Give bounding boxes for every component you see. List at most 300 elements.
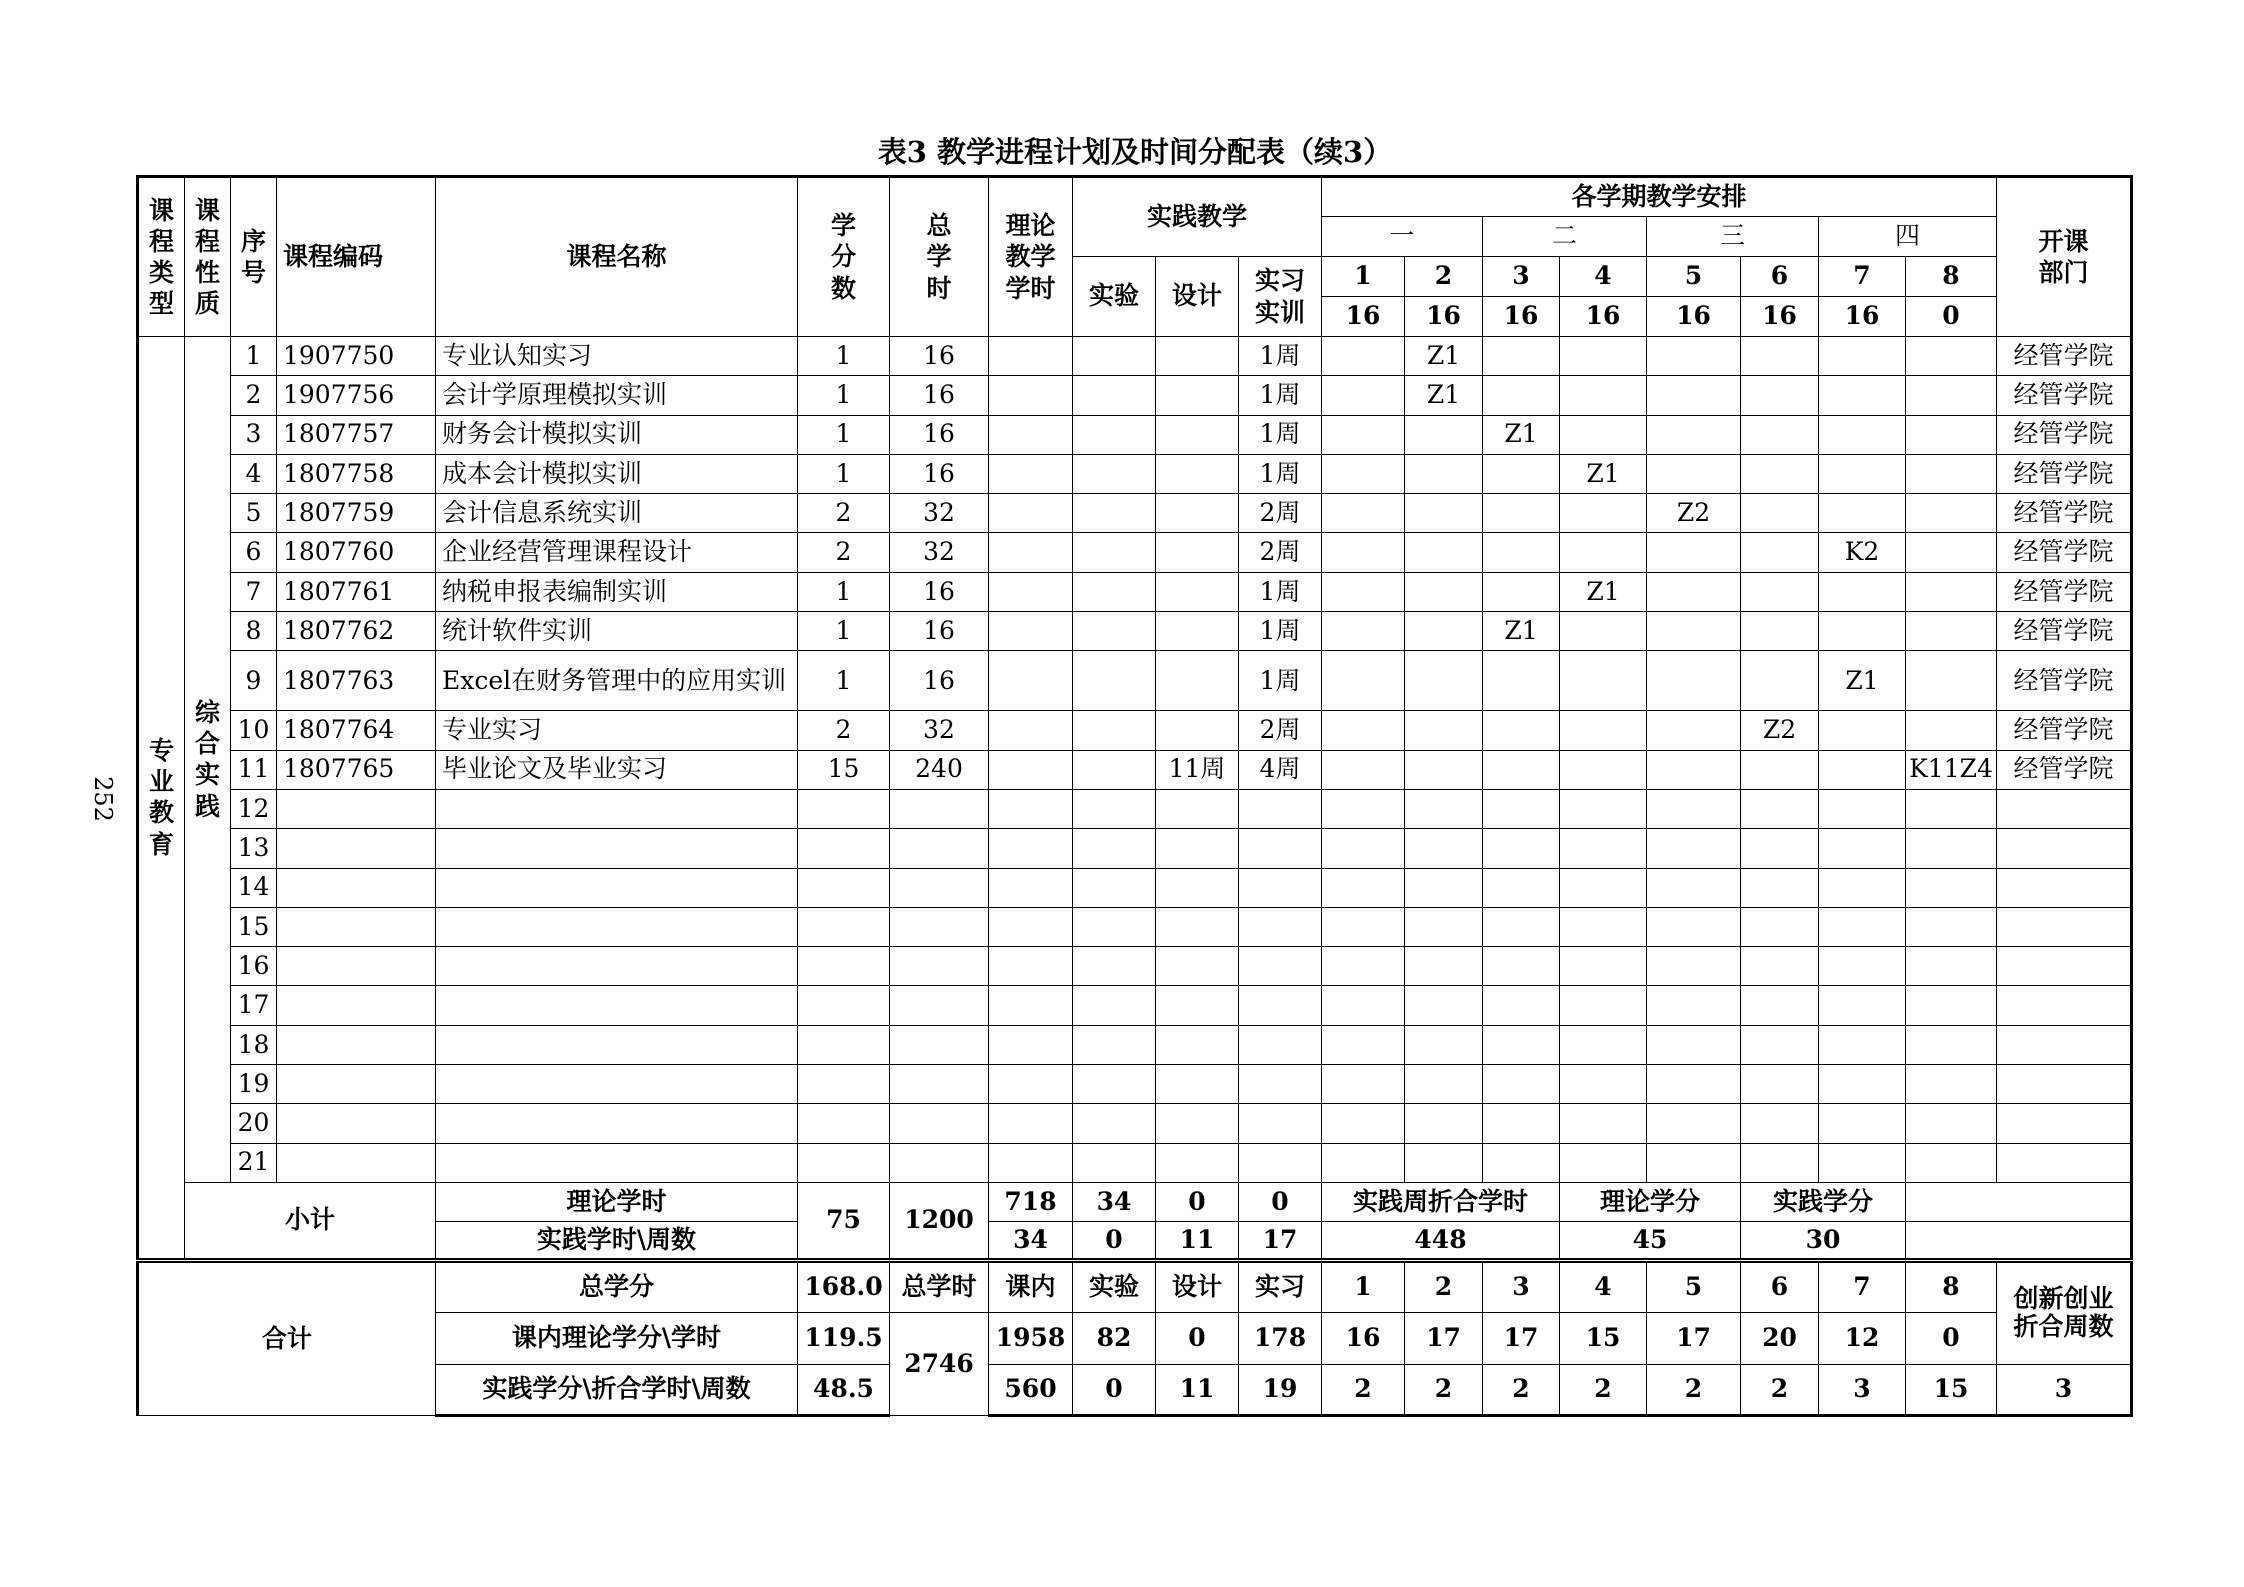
semester-cell xyxy=(1647,711,1741,750)
theory-cell xyxy=(989,1065,1073,1104)
table-cell: 34 xyxy=(1073,1182,1156,1221)
header-total-hours: 总 学 时 xyxy=(890,177,989,337)
table-cell: 0 xyxy=(1156,1312,1239,1364)
table-cell: 实验 xyxy=(1073,1260,1156,1312)
intern-cell: 1周 xyxy=(1239,337,1322,376)
table-cell: 19 xyxy=(1239,1364,1322,1415)
total-cell: 16 xyxy=(890,337,989,376)
semester-cell xyxy=(1906,1065,1997,1104)
semester-cell xyxy=(1405,750,1483,789)
table-cell: 8 xyxy=(1906,1260,1997,1312)
design-cell xyxy=(1156,415,1239,454)
semester-cell xyxy=(1741,1104,1819,1143)
semester-cell xyxy=(1483,494,1560,533)
semester-cell xyxy=(1405,829,1483,868)
table-row xyxy=(138,415,2132,454)
header-year: 三 xyxy=(1647,217,1819,257)
credits-cell: 15 xyxy=(798,750,890,789)
total-cell: 16 xyxy=(890,415,989,454)
intern-cell xyxy=(1239,986,1322,1025)
design-cell xyxy=(1156,572,1239,611)
semester-cell xyxy=(1906,651,1997,711)
semester-cell xyxy=(1405,1065,1483,1104)
table-row xyxy=(138,1065,2132,1104)
table-cell: 实习 xyxy=(1239,1260,1322,1312)
practice-week-value: 448 xyxy=(1322,1221,1560,1260)
theory-cell xyxy=(989,415,1073,454)
table-row xyxy=(138,1025,2132,1064)
intern-cell xyxy=(1239,789,1322,828)
header-course-nature: 课 程 性 质 xyxy=(185,177,231,337)
table-cell: 0 xyxy=(1239,1182,1322,1221)
course-type: 专 业 教 育 xyxy=(138,337,185,1261)
theory-cell xyxy=(989,750,1073,789)
semester-cell xyxy=(1906,1025,1997,1064)
semester-cell xyxy=(1560,711,1647,750)
dept-cell xyxy=(1997,907,2132,946)
table-cell: 178 xyxy=(1239,1312,1322,1364)
header-internship: 实习 实训 xyxy=(1239,257,1322,337)
code-cell xyxy=(277,907,436,946)
code-cell: 1807761 xyxy=(277,572,436,611)
header-experiment: 实验 xyxy=(1073,257,1156,337)
semester-cell xyxy=(1647,829,1741,868)
semester-cell xyxy=(1322,829,1405,868)
name-cell xyxy=(436,868,798,907)
semester-cell xyxy=(1405,1104,1483,1143)
semester-cell xyxy=(1906,494,1997,533)
semester-cell xyxy=(1560,337,1647,376)
design-cell xyxy=(1156,829,1239,868)
intern-cell xyxy=(1239,1065,1322,1104)
subtotal-total: 1200 xyxy=(890,1182,989,1260)
semester-cell xyxy=(1741,415,1819,454)
semester-cell xyxy=(1647,533,1741,572)
name-cell xyxy=(436,1143,798,1182)
credits-cell xyxy=(798,868,890,907)
design-cell xyxy=(1156,868,1239,907)
code-cell xyxy=(277,868,436,907)
table-cell: 34 xyxy=(989,1221,1073,1260)
semester-cell xyxy=(1322,1104,1405,1143)
practice-week-label: 实践周折合学时 xyxy=(1322,1182,1560,1221)
design-cell xyxy=(1156,789,1239,828)
practice-credit-label: 实践学分 xyxy=(1741,1182,1906,1221)
semester-cell xyxy=(1483,986,1560,1025)
table-cell: 0 xyxy=(1906,1312,1997,1364)
name-cell: Excel在财务管理中的应用实训 xyxy=(436,651,798,711)
semester-cell: K2 xyxy=(1819,533,1906,572)
total-theory-label: 课内理论学分\学时 xyxy=(436,1312,798,1364)
dept-cell: 经管学院 xyxy=(1997,337,2132,376)
table-row xyxy=(138,1260,2132,1312)
semester-cell xyxy=(1560,1065,1647,1104)
total-hours-label: 总学时 xyxy=(890,1260,989,1312)
table-row xyxy=(138,376,2132,415)
semester-cell xyxy=(1741,829,1819,868)
semester-cell xyxy=(1483,789,1560,828)
semester-cell xyxy=(1819,947,1906,986)
credits-cell: 1 xyxy=(798,454,890,493)
semester-cell xyxy=(1647,415,1741,454)
code-cell xyxy=(277,1143,436,1182)
seq-cell: 21 xyxy=(231,1143,277,1182)
seq-cell: 16 xyxy=(231,947,277,986)
theory-cell xyxy=(989,986,1073,1025)
semester-cell xyxy=(1906,612,1997,651)
semester-cell xyxy=(1647,454,1741,493)
semester-cell xyxy=(1741,789,1819,828)
intern-cell xyxy=(1239,1104,1322,1143)
semester-cell xyxy=(1819,1065,1906,1104)
theory-cell xyxy=(989,829,1073,868)
table-cell: 1958 xyxy=(989,1312,1073,1364)
semester-cell: K11Z4 xyxy=(1906,750,1997,789)
page-number: 252 xyxy=(88,776,117,822)
semester-cell xyxy=(1741,1143,1819,1182)
semester-cell xyxy=(1819,1025,1906,1064)
theory-cell xyxy=(989,533,1073,572)
seq-cell: 10 xyxy=(231,711,277,750)
semester-cell xyxy=(1741,533,1819,572)
table-row xyxy=(138,947,2132,986)
design-cell xyxy=(1156,1065,1239,1104)
header-code: 课程编码 xyxy=(277,177,436,337)
table-row xyxy=(138,1364,2132,1415)
exp-cell xyxy=(1073,651,1156,711)
semester-cell xyxy=(1741,454,1819,493)
theory-cell xyxy=(989,1025,1073,1064)
semester-cell xyxy=(1741,750,1819,789)
empty-cell xyxy=(1906,1221,2132,1260)
subtotal-practice-label: 实践学时\周数 xyxy=(436,1221,798,1260)
semester-cell xyxy=(1405,1025,1483,1064)
name-cell: 成本会计模拟实训 xyxy=(436,454,798,493)
name-cell xyxy=(436,947,798,986)
header-design: 设计 xyxy=(1156,257,1239,337)
design-cell xyxy=(1156,337,1239,376)
subtotal-credits: 75 xyxy=(798,1182,890,1260)
semester-cell xyxy=(1560,829,1647,868)
exp-cell xyxy=(1073,494,1156,533)
semester-cell xyxy=(1819,376,1906,415)
seq-cell: 17 xyxy=(231,986,277,1025)
name-cell: 企业经营管理课程设计 xyxy=(436,533,798,572)
semester-cell xyxy=(1405,947,1483,986)
seq-cell: 1 xyxy=(231,337,277,376)
semester-cell xyxy=(1906,415,1997,454)
semester-cell xyxy=(1560,750,1647,789)
dept-cell xyxy=(1997,947,2132,986)
exp-cell xyxy=(1073,1104,1156,1143)
header-year: 二 xyxy=(1483,217,1647,257)
total-cell xyxy=(890,829,989,868)
intern-cell xyxy=(1239,1143,1322,1182)
header-weeks: 16 xyxy=(1405,297,1483,337)
semester-cell: Z2 xyxy=(1741,711,1819,750)
name-cell: 会计学原理模拟实训 xyxy=(436,376,798,415)
semester-cell xyxy=(1819,1104,1906,1143)
credits-cell: 1 xyxy=(798,415,890,454)
semester-cell xyxy=(1560,789,1647,828)
total-hours: 2746 xyxy=(890,1312,989,1415)
semester-cell xyxy=(1906,337,1997,376)
dept-cell: 经管学院 xyxy=(1997,415,2132,454)
table-row xyxy=(138,612,2132,651)
header-course-type: 课 程 类 型 xyxy=(138,177,185,337)
table-row xyxy=(138,1312,2132,1364)
total-cell: 32 xyxy=(890,711,989,750)
table-cell: 0 xyxy=(1156,1182,1239,1221)
credits-cell xyxy=(798,1065,890,1104)
intern-cell: 1周 xyxy=(1239,415,1322,454)
intern-cell: 4周 xyxy=(1239,750,1322,789)
seq-cell: 11 xyxy=(231,750,277,789)
code-cell xyxy=(277,986,436,1025)
name-cell: 专业认知实习 xyxy=(436,337,798,376)
semester-cell xyxy=(1322,1065,1405,1104)
total-cell xyxy=(890,868,989,907)
code-cell: 1907756 xyxy=(277,376,436,415)
total-credits-label: 总学分 xyxy=(436,1260,798,1312)
theory-cell xyxy=(989,711,1073,750)
semester-cell xyxy=(1819,612,1906,651)
curriculum-table xyxy=(136,175,2133,1417)
semester-cell xyxy=(1647,789,1741,828)
theory-cell xyxy=(989,612,1073,651)
credits-cell: 1 xyxy=(798,337,890,376)
name-cell xyxy=(436,829,798,868)
semester-cell: Z1 xyxy=(1405,337,1483,376)
semester-cell xyxy=(1322,494,1405,533)
table-cell: 2 xyxy=(1322,1364,1405,1415)
name-cell: 纳税申报表编制实训 xyxy=(436,572,798,611)
semester-cell xyxy=(1560,868,1647,907)
credits-cell: 1 xyxy=(798,376,890,415)
semester-cell xyxy=(1741,1065,1819,1104)
design-cell: 11周 xyxy=(1156,750,1239,789)
dept-cell xyxy=(1997,789,2132,828)
semester-cell xyxy=(1483,1025,1560,1064)
semester-cell xyxy=(1906,868,1997,907)
credits-cell xyxy=(798,1143,890,1182)
dept-cell: 经管学院 xyxy=(1997,572,2132,611)
semester-cell xyxy=(1819,1143,1906,1182)
seq-cell: 13 xyxy=(231,829,277,868)
total-cell xyxy=(890,1065,989,1104)
semester-cell xyxy=(1560,376,1647,415)
header-year: 一 xyxy=(1322,217,1483,257)
table-cell: 1 xyxy=(1322,1260,1405,1312)
semester-cell xyxy=(1483,1104,1560,1143)
table-row xyxy=(138,750,2132,789)
header-semester-arrangement: 各学期教学安排 xyxy=(1322,177,1997,217)
header-semester: 6 xyxy=(1741,257,1819,297)
code-cell: 1907750 xyxy=(277,337,436,376)
code-cell: 1807764 xyxy=(277,711,436,750)
theory-cell xyxy=(989,494,1073,533)
semester-cell: Z1 xyxy=(1483,415,1560,454)
semester-cell xyxy=(1741,572,1819,611)
intern-cell: 2周 xyxy=(1239,533,1322,572)
intern-cell: 2周 xyxy=(1239,711,1322,750)
semester-cell xyxy=(1322,612,1405,651)
exp-cell xyxy=(1073,572,1156,611)
intern-cell: 1周 xyxy=(1239,612,1322,651)
credits-cell xyxy=(798,1104,890,1143)
semester-cell xyxy=(1647,750,1741,789)
header-semester: 7 xyxy=(1819,257,1906,297)
semester-cell xyxy=(1647,572,1741,611)
design-cell xyxy=(1156,986,1239,1025)
semester-cell xyxy=(1405,494,1483,533)
table-cell: 2 xyxy=(1560,1364,1647,1415)
dept-cell xyxy=(1997,986,2132,1025)
semester-cell xyxy=(1741,1025,1819,1064)
exp-cell xyxy=(1073,868,1156,907)
total-cell xyxy=(890,789,989,828)
table-cell: 15 xyxy=(1906,1364,1997,1415)
total-theory-credits: 119.5 xyxy=(798,1312,890,1364)
code-cell xyxy=(277,947,436,986)
seq-cell: 20 xyxy=(231,1104,277,1143)
total-practice-credits: 48.5 xyxy=(798,1364,890,1415)
semester-cell xyxy=(1819,572,1906,611)
semester-cell xyxy=(1322,947,1405,986)
semester-cell xyxy=(1322,868,1405,907)
name-cell: 会计信息系统实训 xyxy=(436,494,798,533)
seq-cell: 9 xyxy=(231,651,277,711)
code-cell xyxy=(277,789,436,828)
total-cell: 16 xyxy=(890,572,989,611)
semester-cell xyxy=(1647,1025,1741,1064)
semester-cell xyxy=(1906,789,1997,828)
credits-cell: 2 xyxy=(798,533,890,572)
name-cell xyxy=(436,907,798,946)
total-cell: 16 xyxy=(890,651,989,711)
table-cell: 11 xyxy=(1156,1221,1239,1260)
name-cell xyxy=(436,1065,798,1104)
table-cell: 17 xyxy=(1483,1312,1560,1364)
table-row xyxy=(138,651,2132,711)
semester-cell xyxy=(1322,1143,1405,1182)
table-cell: 82 xyxy=(1073,1312,1156,1364)
intern-cell: 1周 xyxy=(1239,572,1322,611)
design-cell xyxy=(1156,454,1239,493)
semester-cell xyxy=(1906,376,1997,415)
table-cell: 2 xyxy=(1483,1364,1560,1415)
design-cell xyxy=(1156,494,1239,533)
table-row xyxy=(138,177,2132,217)
semester-cell xyxy=(1647,337,1741,376)
code-cell xyxy=(277,1104,436,1143)
theory-cell xyxy=(989,454,1073,493)
table-cell: 0 xyxy=(1073,1221,1156,1260)
semester-cell xyxy=(1741,907,1819,946)
table-cell: 3 xyxy=(1483,1260,1560,1312)
header-semester: 5 xyxy=(1647,257,1741,297)
semester-cell xyxy=(1405,415,1483,454)
code-cell xyxy=(277,1065,436,1104)
table-cell: 17 xyxy=(1647,1312,1741,1364)
semester-cell xyxy=(1405,533,1483,572)
semester-cell xyxy=(1560,986,1647,1025)
table-cell: 6 xyxy=(1741,1260,1819,1312)
semester-cell xyxy=(1741,494,1819,533)
credits-cell xyxy=(798,789,890,828)
header-credits: 学 分 数 xyxy=(798,177,890,337)
code-cell: 1807765 xyxy=(277,750,436,789)
semester-cell xyxy=(1405,651,1483,711)
header-weeks: 0 xyxy=(1906,297,1997,337)
semester-cell xyxy=(1322,750,1405,789)
semester-cell xyxy=(1819,337,1906,376)
theory-cell xyxy=(989,572,1073,611)
semester-cell xyxy=(1819,907,1906,946)
semester-cell xyxy=(1322,376,1405,415)
header-year: 四 xyxy=(1819,217,1997,257)
design-cell xyxy=(1156,651,1239,711)
design-cell xyxy=(1156,533,1239,572)
table-cell: 3 xyxy=(1819,1364,1906,1415)
total-cell xyxy=(890,947,989,986)
semester-cell xyxy=(1483,376,1560,415)
semester-cell xyxy=(1906,1104,1997,1143)
semester-cell xyxy=(1906,572,1997,611)
semester-cell xyxy=(1741,986,1819,1025)
semester-cell xyxy=(1819,986,1906,1025)
exp-cell xyxy=(1073,454,1156,493)
semester-cell xyxy=(1647,1143,1741,1182)
table-cell: 2 xyxy=(1405,1364,1483,1415)
semester-cell: Z1 xyxy=(1483,612,1560,651)
empty-cell xyxy=(1906,1182,2132,1221)
header-name: 课程名称 xyxy=(436,177,798,337)
seq-cell: 3 xyxy=(231,415,277,454)
semester-cell xyxy=(1560,612,1647,651)
intern-cell: 1周 xyxy=(1239,376,1322,415)
semester-cell xyxy=(1322,907,1405,946)
semester-cell xyxy=(1483,1065,1560,1104)
theory-cell xyxy=(989,789,1073,828)
semester-cell xyxy=(1483,533,1560,572)
semester-cell xyxy=(1322,1025,1405,1064)
table-row xyxy=(138,1143,2132,1182)
semester-cell xyxy=(1819,829,1906,868)
credits-cell xyxy=(798,986,890,1025)
code-cell: 1807762 xyxy=(277,612,436,651)
semester-cell xyxy=(1647,651,1741,711)
semester-cell xyxy=(1741,376,1819,415)
subtotal-theory-label: 理论学时 xyxy=(436,1182,798,1221)
total-cell: 32 xyxy=(890,533,989,572)
intern-cell: 2周 xyxy=(1239,494,1322,533)
exp-cell xyxy=(1073,789,1156,828)
semester-cell xyxy=(1560,651,1647,711)
exp-cell xyxy=(1073,533,1156,572)
table-cell: 718 xyxy=(989,1182,1073,1221)
semester-cell xyxy=(1819,750,1906,789)
semester-cell xyxy=(1741,868,1819,907)
header-semester: 1 xyxy=(1322,257,1405,297)
code-cell: 1807757 xyxy=(277,415,436,454)
semester-cell xyxy=(1906,533,1997,572)
exp-cell xyxy=(1073,750,1156,789)
name-cell xyxy=(436,986,798,1025)
innov-value: 3 xyxy=(1997,1364,2132,1415)
design-cell xyxy=(1156,1143,1239,1182)
table-cell: 2 xyxy=(1741,1364,1819,1415)
